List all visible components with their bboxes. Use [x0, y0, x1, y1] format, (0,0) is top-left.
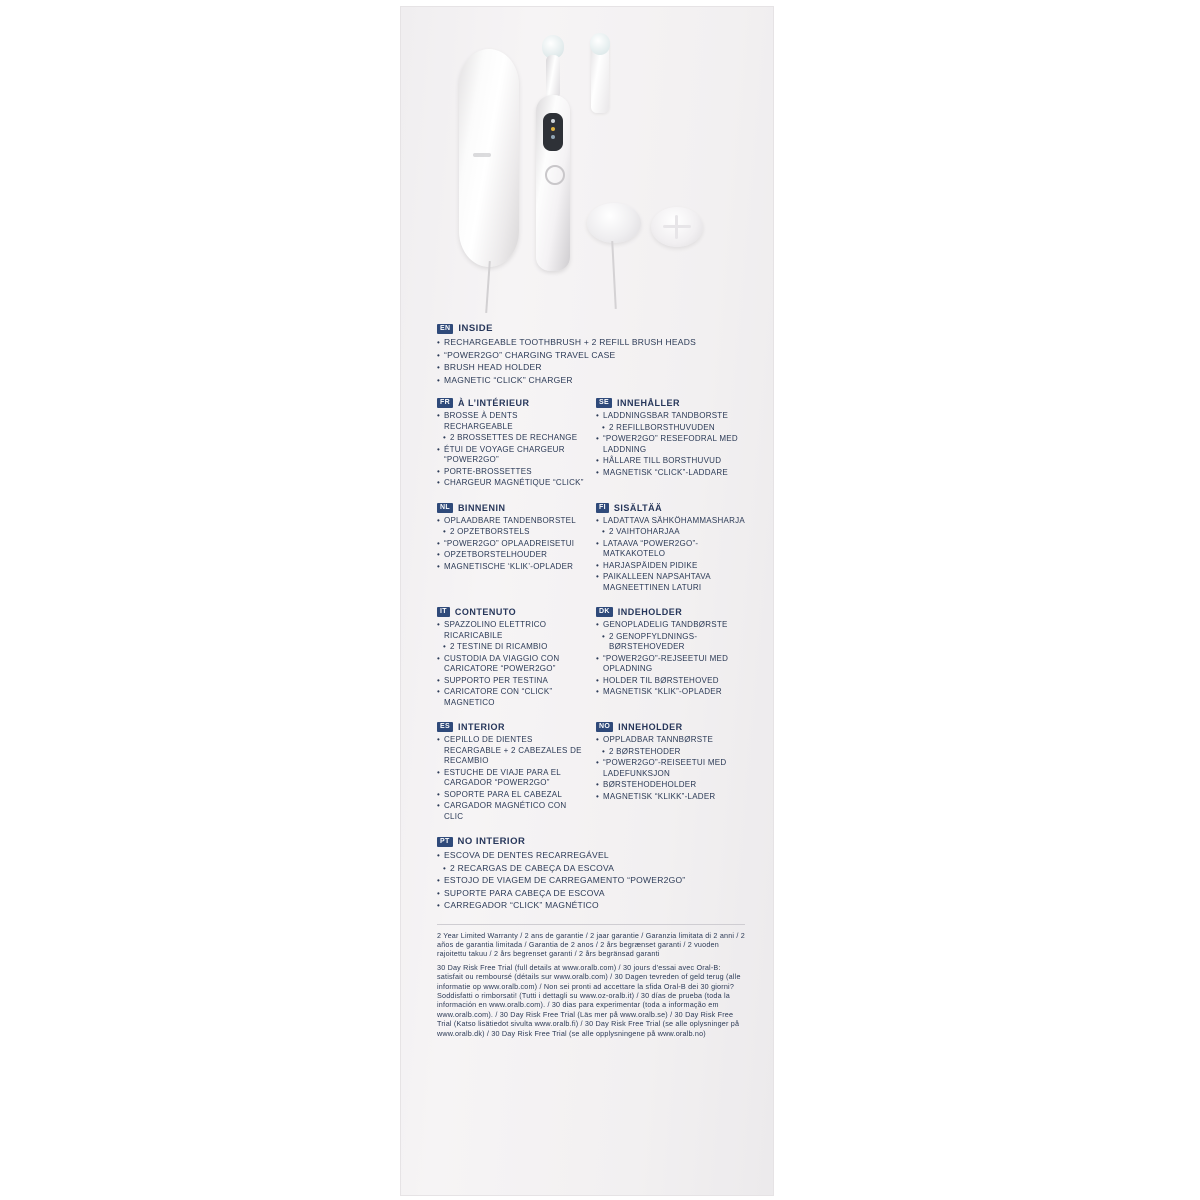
power-button-icon: [545, 165, 565, 185]
list-item: • LADDNINGSBAR TANDBORSTE: [596, 411, 745, 422]
language-badge-en: EN: [437, 324, 453, 334]
section-header-it: [437, 607, 586, 617]
list-item: • ESTOJO DE VIAGEM DE CARREGAMENTO “POWER2GO”: [437, 875, 745, 887]
column-left: [437, 722, 586, 836]
brush-head-holder-icon: [651, 207, 703, 247]
language-badge-dk: DK: [596, 607, 613, 617]
list-item: • 2 BROSSETTES DE RECHANGE: [437, 433, 586, 444]
section-list-dk: [596, 620, 745, 698]
list-item: • OPLAADBARE TANDENBORSTEL: [437, 516, 586, 527]
section-title-no: INNEHOLDER: [618, 722, 683, 732]
section-list-en: [437, 337, 745, 386]
legal-text: [437, 924, 745, 1038]
column-left: [437, 503, 586, 608]
section-no: [596, 722, 745, 802]
trial-text: 30 Day Risk Free Trial (full details at www.oralb.com) / 30 jours d’essai avec Oral-B: satisfait ou remboursé (détails sur www.oralb.com) / 30 Dagen tevreden of geld terug (alle informatie op www.oralb.com) / Non sei pronti ad accettare la sfida Oral-B dei 30 giorni? Soddisfatti o rimborsati! (Tutti i dettagli su www.oz-oralb.it) / 30 días de prueba (toda la información en www.oralb.com). / 30 dias para experimentar (toda a informação em www.oralb.com). / 30 Day Risk Free Trial (Läs mer på www.oralb.se) / 30 Day Risk Free Trial (Katso lisätiedot sivulta www.oralb.fi) / 30 Day Risk Free Trial (se alle oplysninger på www.oralb.dk) / 30 Day Risk Free Trial (se alle opplysningene på www.oralb.no): [437, 962, 741, 1038]
list-item: • MAGNETISK “KLIKK”-LADER: [596, 792, 745, 803]
list-item: • BØRSTEHODEHOLDER: [596, 780, 745, 791]
section-header-fr: [437, 398, 586, 408]
list-item: • MAGNETISK “CLICK”-LADDARE: [596, 468, 745, 479]
section-it: [437, 607, 586, 708]
refill-brush-head-icon: [591, 35, 609, 113]
language-badge-pt: PT: [437, 837, 453, 847]
list-item: • SUPPORTO PER TESTINA: [437, 676, 586, 687]
section-title-se: INNEHÅLLER: [616, 398, 680, 408]
section-list-no: [596, 735, 745, 802]
list-item: • HARJASPÄIDEN PIDIKE: [596, 561, 745, 572]
section-header-no: [596, 722, 745, 732]
section-title-fi: SISÄLTÄÄ: [613, 502, 663, 513]
charger-cord-icon: [611, 241, 617, 309]
list-item: • “POWER2GO” CHARGING TRAVEL CASE: [437, 350, 745, 362]
list-item: • LATAAVA “POWER2GO”-MATKAKOTELO: [596, 539, 745, 560]
product-illustration: [401, 7, 773, 317]
list-item: • ESTUCHE DE VIAJE PARA EL CARGADOR “POWER2GO”: [437, 768, 586, 789]
list-item: • 2 RECARGAS DE CABEÇA DA ESCOVA: [437, 863, 745, 875]
column-left: [437, 398, 586, 503]
section-pt: [437, 836, 745, 912]
language-badge-fi: FI: [596, 503, 609, 513]
list-item: • 2 VAIHTOHARJAA: [596, 527, 745, 538]
list-item: • LADATTAVA SÄHKÖHAMMASHARJA: [596, 516, 745, 527]
section-title-nl: BINNENIN: [457, 502, 506, 513]
list-item: • HOLDER TIL BØRSTEHOVED: [596, 676, 745, 687]
section-list-fi: [596, 516, 745, 594]
section-list-nl: [437, 516, 586, 573]
row-nl-fi: [437, 503, 745, 608]
display-dot-icon: [551, 135, 555, 139]
list-item: • CARGADOR MAGNÉTICO CON CLIC: [437, 801, 586, 822]
list-item: • MAGNETISK “KLIK”-OPLADER: [596, 687, 745, 698]
section-se: [596, 398, 745, 478]
travel-case-cord-icon: [485, 261, 491, 313]
column-right: [596, 398, 745, 503]
list-item: • 2 REFILLBORSTHUVUDEN: [596, 423, 745, 434]
section-header-nl: [437, 503, 586, 513]
section-dk: [596, 607, 745, 698]
list-item: • GENOPLADELIG TANDBØRSTE: [596, 620, 745, 631]
list-item: • HÅLLARE TILL BORSTHUVUD: [596, 456, 745, 467]
section-header-fi: [596, 503, 745, 513]
magnetic-charger-icon: [587, 203, 641, 243]
list-item: • PAIKALLEEN NAPSAHTAVA MAGNEETTINEN LATURI: [596, 572, 745, 593]
contents-text-area: [437, 323, 745, 1042]
section-es: [437, 722, 586, 822]
list-item: • MAGNETIC “CLICK” CHARGER: [437, 375, 745, 387]
section-nl: [437, 503, 586, 573]
display-dot-icon: [551, 127, 555, 131]
section-title-en: INSIDE: [458, 323, 494, 334]
row-it-dk: [437, 607, 745, 722]
section-header-dk: [596, 607, 745, 617]
column-right: [596, 722, 745, 836]
section-list-pt: [437, 850, 745, 912]
section-header-pt: [437, 836, 745, 847]
section-list-se: [596, 411, 745, 478]
section-list-es: [437, 735, 586, 822]
list-item: • CUSTODIA DA VIAGGIO CON CARICATORE “POWER2GO”: [437, 654, 586, 675]
column-right: [596, 607, 745, 722]
language-badge-se: SE: [596, 398, 612, 408]
list-item: • “POWER2GO”-REJSEETUI MED OPLADNING: [596, 654, 745, 675]
display-dot-icon: [551, 119, 555, 123]
section-title-fr: À L’INTÉRIEUR: [457, 398, 530, 408]
list-item: • 2 GENOPFYLDNINGS-BØRSTEHOVEDER: [596, 632, 745, 653]
language-badge-nl: NL: [437, 503, 453, 513]
list-item: • CARICATORE CON “CLICK” MAGNETICO: [437, 687, 586, 708]
package-back-panel: [400, 6, 774, 1196]
list-item: • CARREGADOR “CLICK” MAGNÉTICO: [437, 900, 745, 912]
list-item: • ÉTUI DE VOYAGE CHARGEUR “POWER2GO”: [437, 445, 586, 466]
list-item: • ESCOVA DE DENTES RECARREGÁVEL: [437, 850, 745, 862]
list-item: • SPAZZOLINO ELETTRICO RICARICABILE: [437, 620, 586, 641]
list-item: • SOPORTE PARA EL CABEZAL: [437, 790, 586, 801]
list-item: • MAGNETISCHE ‘KLIK’-OPLADER: [437, 562, 586, 573]
brush-neck-icon: [546, 55, 560, 99]
section-header-es: [437, 722, 586, 732]
list-item: • CHARGEUR MAGNÉTIQUE “CLICK”: [437, 478, 586, 489]
list-item: • OPPLADBAR TANNBØRSTE: [596, 735, 745, 746]
list-item: • “POWER2GO” RESEFODRAL MED LADDNING: [596, 434, 745, 455]
section-title-es: INTERIOR: [457, 722, 505, 732]
list-item: • BROSSE À DENTS RECHARGEABLE: [437, 411, 586, 432]
row-es-no: [437, 722, 745, 836]
list-item: • CEPILLO DE DIENTES RECARGABLE + 2 CABEZALES DE RECAMBIO: [437, 735, 586, 767]
list-item: • 2 BØRSTEHODER: [596, 747, 745, 758]
language-badge-it: IT: [437, 607, 450, 617]
list-item: • BRUSH HEAD HOLDER: [437, 362, 745, 374]
list-item: • SUPORTE PARA CABEÇA DE ESCOVA: [437, 888, 745, 900]
column-left: [437, 607, 586, 722]
section-fr: [437, 398, 586, 489]
section-en: [437, 323, 745, 386]
list-item: • OPZETBORSTELHOUDER: [437, 550, 586, 561]
toothbrush-icon: [536, 95, 570, 271]
brush-display-icon: [543, 113, 563, 151]
list-item: • 2 OPZETBORSTELS: [437, 527, 586, 538]
list-item: • RECHARGEABLE TOOTHBRUSH + 2 REFILL BRUSH HEADS: [437, 337, 745, 349]
list-item: • PORTE-BROSSETTES: [437, 467, 586, 478]
list-item: • “POWER2GO”-REISEETUI MED LADEFUNKSJON: [596, 758, 745, 779]
section-header-se: [596, 398, 745, 408]
section-title-pt: NO INTERIOR: [457, 836, 526, 847]
list-item: • “POWER2GO” OPLAADREISETUI: [437, 539, 586, 550]
section-title-dk: INDEHOLDER: [617, 607, 683, 617]
section-list-it: [437, 620, 586, 708]
list-item: • 2 TESTINE DI RICAMBIO: [437, 642, 586, 653]
language-badge-no: NO: [596, 722, 613, 732]
section-list-fr: [437, 411, 586, 489]
column-right: [596, 503, 745, 608]
language-badge-es: ES: [437, 722, 453, 732]
language-badge-fr: FR: [437, 398, 453, 408]
section-header-en: [437, 323, 745, 334]
section-fi: [596, 503, 745, 594]
travel-case-icon: [459, 49, 519, 267]
section-title-it: CONTENUTO: [454, 607, 517, 617]
warranty-text: 2 Year Limited Warranty / 2 ans de garantie / 2 jaar garantie / Garanzia limitata di 2 anni / 2 años de garantia limitada / Garantia de 2 anos / 2 års begrænset garanti / 2 vuoden rajoitettu takuu / 2 års begrenset garanti / 2 års begränsad garanti: [437, 930, 745, 959]
row-fr-se: [437, 398, 745, 503]
